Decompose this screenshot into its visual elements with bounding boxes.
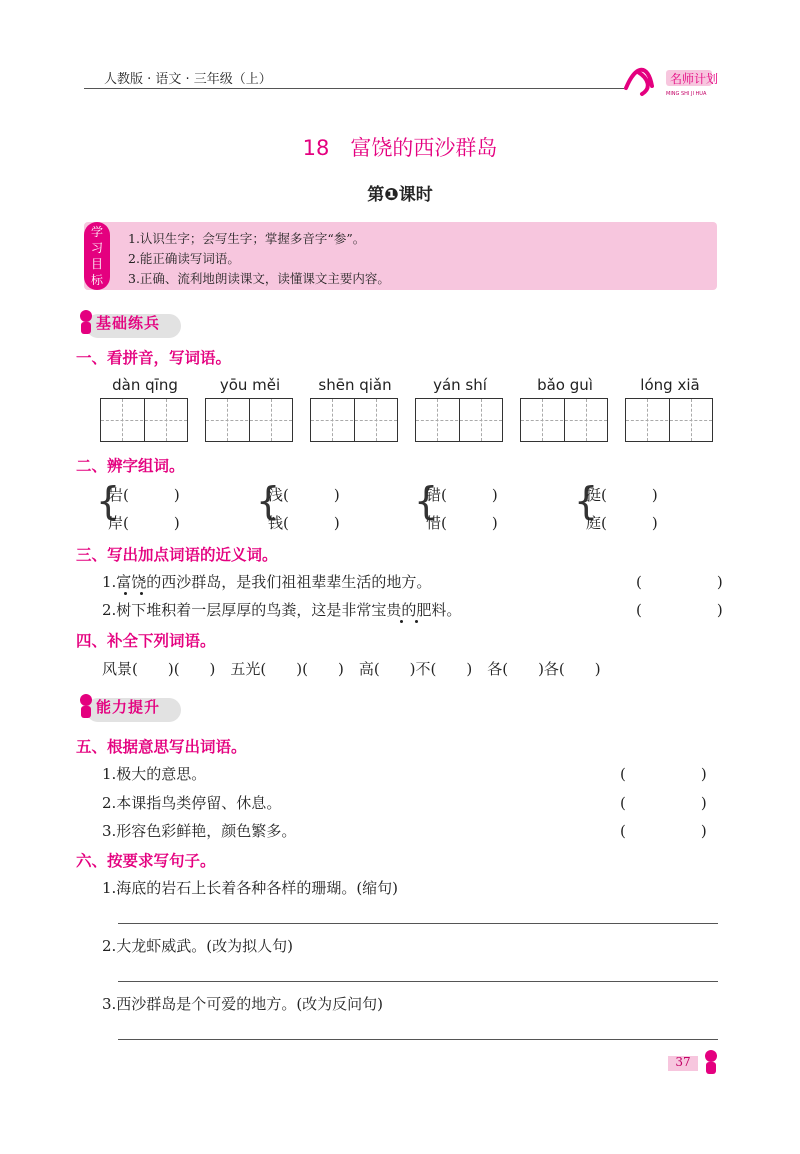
section4-title: 四、补全下列词语。 xyxy=(76,632,216,650)
section3-title: 三、写出加点词语的近义词。 xyxy=(76,546,278,564)
section2-title: 二、辨字组词。 xyxy=(76,457,185,475)
series-label: 人教版 · 语文 · 三年级（上） xyxy=(104,72,272,87)
brace-icon: { xyxy=(414,479,439,523)
writing-grid[interactable] xyxy=(625,398,713,442)
char-pair-item[interactable]: 惜( ) xyxy=(426,514,498,532)
answer-blank[interactable]: ( ) xyxy=(636,601,723,619)
badge-basic-practice xyxy=(76,308,196,338)
badge-ability xyxy=(76,692,196,722)
writing-grid[interactable] xyxy=(520,398,608,442)
emphasis-dot xyxy=(124,592,127,595)
answer-blank[interactable]: ( ) xyxy=(620,794,707,812)
goal-item: 3.正确、流利地朗读课文，读懂课文主要内容。 xyxy=(128,271,390,286)
brace-icon: { xyxy=(96,479,121,523)
char-pair-item[interactable]: 浅( ) xyxy=(268,486,340,504)
char-pair-item[interactable]: 岩( ) xyxy=(108,486,180,504)
char-pair-item[interactable]: 岸( ) xyxy=(108,514,180,532)
answer-blank[interactable]: ( ) xyxy=(636,573,723,591)
question-item: 2.树下堆积着一层厚厚的鸟粪，这是非常宝贵的肥料。 xyxy=(102,601,462,619)
question-item: 3.形容色彩鲜艳，颜色繁多。 xyxy=(102,822,297,840)
question-item: 2.大龙虾威武。(改为拟人句) xyxy=(102,937,294,955)
svg-text:MING SHI JI HUA: MING SHI JI HUA xyxy=(666,91,707,97)
lesson-title: 18 富饶的西沙群岛 xyxy=(302,136,498,160)
pinyin-label: shēn qiǎn xyxy=(318,376,392,394)
girl-icon xyxy=(76,692,96,722)
header-divider xyxy=(84,88,624,89)
writing-grid[interactable] xyxy=(310,398,398,442)
writing-grid[interactable] xyxy=(100,398,188,442)
emphasis-dot xyxy=(400,620,403,623)
emphasis-dot xyxy=(415,620,418,623)
pinyin-label: yōu měi xyxy=(219,376,281,394)
question-item: 3.西沙群岛是个可爱的地方。(改为反问句) xyxy=(102,995,384,1013)
question-item: 1.富饶的西沙群岛，是我们祖祖辈辈生活的地方。 xyxy=(102,573,432,591)
question-item: 2.本课指鸟类停留、休息。 xyxy=(102,794,282,812)
char-pair-item[interactable]: 错( ) xyxy=(426,486,498,504)
pinyin-label: dàn qīng xyxy=(112,376,178,394)
char-pair-item[interactable]: 钱( ) xyxy=(268,514,340,532)
svg-text:名师计划: 名师计划 xyxy=(670,72,719,86)
badge-basic-label: 基础练兵 xyxy=(96,314,161,332)
goal-item: 1.认识生字；会写生字；掌握多音字“参”。 xyxy=(128,231,366,246)
brace-icon: { xyxy=(574,479,599,523)
page-number: 37 xyxy=(675,1055,691,1069)
section5-title: 五、根据意思写出词语。 xyxy=(76,738,247,756)
pinyin-label: bǎo guì xyxy=(537,376,593,394)
emphasis-dot xyxy=(140,592,143,595)
lesson-period: 第❶课时 xyxy=(367,185,433,205)
goal-item: 2.能正确读写词语。 xyxy=(128,251,240,266)
answer-line[interactable] xyxy=(118,981,718,982)
pinyin-label: yán shí xyxy=(433,376,487,394)
answer-blank[interactable]: ( ) xyxy=(620,822,707,840)
answer-line[interactable] xyxy=(118,1039,718,1040)
brand-logo-icon xyxy=(622,58,722,98)
char-pair-item[interactable]: 庭( ) xyxy=(586,514,658,532)
learning-goals-tab-label: 学 习 目 标 xyxy=(90,225,103,287)
girl-icon xyxy=(700,1048,722,1076)
brace-icon: { xyxy=(256,479,281,523)
section6-title: 六、按要求写句子。 xyxy=(76,852,216,870)
brand-logo xyxy=(622,58,722,98)
answer-blank[interactable]: ( ) xyxy=(620,765,707,783)
section1-title: 一、看拼音，写词语。 xyxy=(76,349,232,367)
question-item: 1.海底的岩石上长着各种各样的珊瑚。(缩句) xyxy=(102,879,399,897)
girl-icon xyxy=(76,308,96,338)
answer-line[interactable] xyxy=(118,923,718,924)
writing-grid[interactable] xyxy=(415,398,503,442)
writing-grid[interactable] xyxy=(205,398,293,442)
char-pair-item[interactable]: 挺( ) xyxy=(586,486,658,504)
question-item: 1.极大的意思。 xyxy=(102,765,207,783)
fill-in-words-line[interactable]: 风景( )( ) 五光( )( ) 高( )不( ) 各( )各( ) xyxy=(102,660,601,678)
badge-ability-label: 能力提升 xyxy=(96,698,161,716)
pinyin-label: lóng xiā xyxy=(640,376,700,394)
